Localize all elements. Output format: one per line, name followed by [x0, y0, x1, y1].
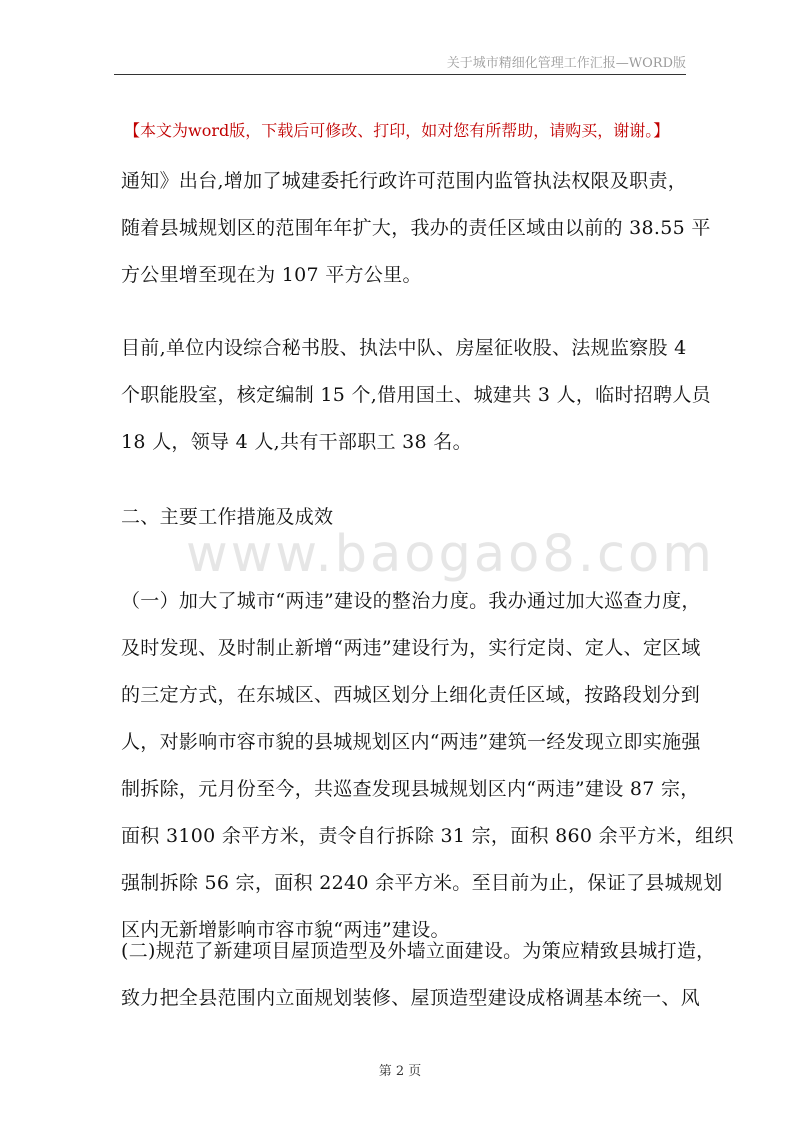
text-line: 面积 3100 余平方米，责令自行拆除 31 宗，面积 860 余平方米，组织 — [121, 825, 734, 847]
heading-text: 二、主要工作措施及成效 — [121, 506, 334, 528]
running-header: 关于城市精细化管理工作汇报—WORD版 — [446, 56, 686, 71]
text-line: (二)规范了新建项目屋顶造型及外墙立面建设。为策应精致县城打造， — [121, 940, 716, 962]
text-line: 强制拆除 56 宗，面积 2240 余平方米。至目前为止，保证了县城规划 — [121, 872, 723, 894]
text-line: 制拆除，元月份至今，共巡查发现县城规划区内“两违”建设 87 宗， — [121, 778, 700, 800]
text-line: （一）加大了城市“两违”建设的整治力度。我办通过加大巡查力度， — [121, 590, 701, 612]
text-line: 及时发现、及时制止新增“两违”建设行为，实行定岗、定人、定区域 — [121, 637, 701, 659]
page-number: 第 2 页 — [378, 1064, 422, 1079]
watermark: www.baogao8.com — [186, 525, 715, 584]
paragraph-staffing — [121, 325, 711, 466]
paragraph-facade-regulation — [121, 928, 716, 1022]
text-line: 的三定方式，在东城区、西城区划分上细化责任区域，按路段划分到 — [121, 684, 701, 706]
text-line: 通知》出台,增加了城建委托行政许可范围内监管执法权限及职责， — [121, 170, 688, 192]
paragraph-responsibility-area — [121, 158, 711, 299]
text-line: 方公里增至现在为 107 平方公里。 — [121, 264, 422, 286]
text-line: 区内无新增影响市容市貌“两违”建设。 — [121, 919, 450, 941]
text-line: 目前,单位内设综合秘书股、执法中队、房屋征收股、法规监察股 4 — [121, 337, 687, 359]
paragraph-illegal-construction — [121, 578, 734, 954]
purchase-notice: 【本文为word版，下载后可修改、打印，如对您有所帮助，请购买，谢谢。】 — [124, 121, 670, 140]
header-divider — [114, 74, 686, 75]
text-line: 随着县城规划区的范围年年扩大，我办的责任区域由以前的 38.55 平 — [121, 217, 711, 239]
text-line: 致力把全县范围内立面规划装修、屋顶造型建设成格调基本统一、风 — [121, 987, 701, 1009]
text-line: 个职能股室，核定编制 15 个,借用国土、城建共 3 人，临时招聘人员 — [121, 384, 711, 406]
text-line: 人，对影响市容市貌的县城规划区内“两违”建筑一经发现立即实施强 — [121, 731, 701, 753]
section-heading — [121, 494, 681, 541]
text-line: 18 人，领导 4 人,共有干部职工 38 名。 — [121, 431, 472, 453]
